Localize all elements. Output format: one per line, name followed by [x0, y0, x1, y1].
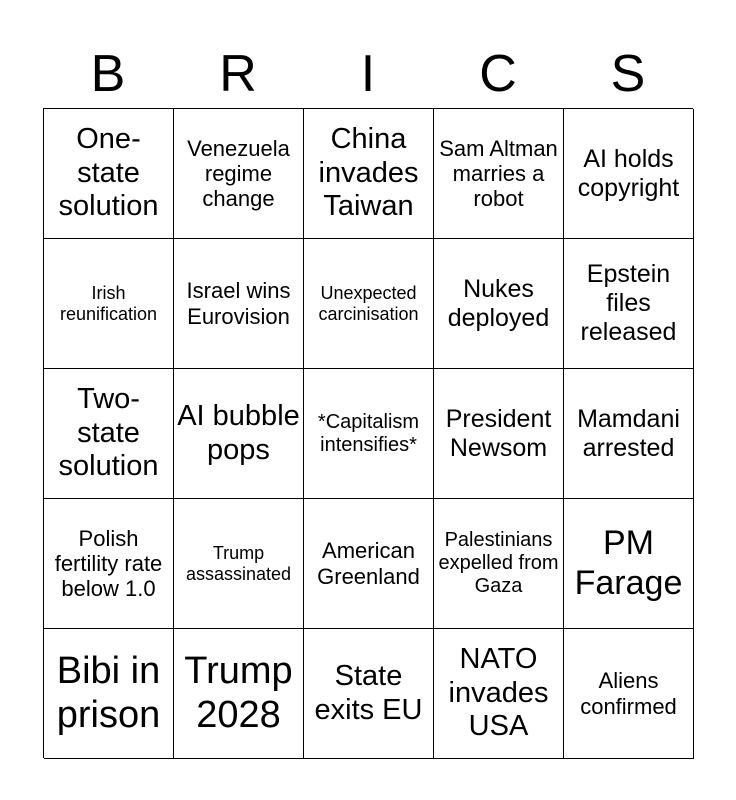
bingo-cell-text: Epstein files released	[580, 260, 677, 346]
bingo-cell-text: Bibi in prison	[56, 649, 161, 736]
bingo-cell-r4c5[interactable]	[564, 499, 694, 629]
bingo-cell-r2c3[interactable]	[304, 239, 434, 369]
bingo-cell-text: AI holds copyright	[577, 144, 680, 202]
bingo-cell-r1c3[interactable]	[304, 109, 434, 239]
bingo-cell-text: Two-state solution	[58, 383, 159, 483]
bingo-cell-text: China invades Taiwan	[318, 123, 419, 223]
bingo-cell-text: *Capitalism intensifies*	[317, 410, 420, 456]
bingo-cell-r3c1[interactable]	[44, 369, 174, 499]
bingo-cell-text: Israel wins Eurovision	[186, 278, 291, 329]
bingo-cell-r5c5[interactable]	[564, 629, 694, 759]
bingo-cell-text: Polish fertility rate below 1.0	[54, 525, 163, 602]
bingo-cell-r4c1[interactable]	[44, 499, 174, 629]
bingo-cell-text: State exits EU	[314, 660, 423, 726]
header-letter-b: B	[90, 45, 126, 103]
header-letter-s: S	[610, 45, 646, 103]
bingo-cell-r2c1[interactable]	[44, 239, 174, 369]
bingo-cell-text: Sam Altman marries a robot	[439, 135, 558, 212]
bingo-cell-text: Trump assassinated	[185, 542, 292, 584]
bingo-cell-text: Unexpected carcinisation	[318, 282, 419, 324]
bingo-cell-r2c2[interactable]	[174, 239, 304, 369]
bingo-cell-r2c4[interactable]	[434, 239, 564, 369]
bingo-cell-r1c4[interactable]	[434, 109, 564, 239]
bingo-cell-r4c3[interactable]	[304, 499, 434, 629]
bingo-cell-text: Trump 2028	[184, 649, 293, 736]
header-letter-c: C	[479, 45, 517, 103]
bingo-grid	[43, 108, 693, 758]
bingo-cell-text: Nukes deployed	[447, 274, 550, 332]
bingo-cell-r1c5[interactable]	[564, 109, 694, 239]
bingo-cell-r3c4[interactable]	[434, 369, 564, 499]
bingo-cell-r3c3[interactable]	[304, 369, 434, 499]
bingo-cell-r5c2[interactable]	[174, 629, 304, 759]
bingo-cell-r5c3[interactable]	[304, 629, 434, 759]
bingo-cell-text: American Greenland	[317, 538, 420, 589]
bingo-cell-text: Palestinians expelled from Gaza	[438, 529, 559, 597]
bingo-cell-text: AI bubble pops	[177, 400, 300, 466]
bingo-cell-r5c1[interactable]	[44, 629, 174, 759]
bingo-cell-text: President Newsom	[445, 404, 552, 462]
bingo-cell-r4c4[interactable]	[434, 499, 564, 629]
bingo-cell-text: Mamdani arrested	[577, 404, 680, 462]
bingo-header	[43, 40, 693, 108]
bingo-cell-r3c2[interactable]	[174, 369, 304, 499]
bingo-cell-r1c2[interactable]	[174, 109, 304, 239]
bingo-cell-text: Irish reunification	[59, 282, 158, 324]
bingo-cell-text: Aliens confirmed	[580, 668, 677, 719]
bingo-cell-text: One-state solution	[58, 123, 159, 223]
bingo-cell-text: Venezuela regime change	[187, 135, 290, 212]
bingo-cell-r4c2[interactable]	[174, 499, 304, 629]
bingo-cell-r1c1[interactable]	[44, 109, 174, 239]
bingo-cell-r5c4[interactable]	[434, 629, 564, 759]
bingo-cell-r2c5[interactable]	[564, 239, 694, 369]
bingo-cell-text: NATO invades USA	[448, 643, 549, 743]
bingo-cell-text: PM Farage	[574, 524, 683, 602]
bingo-cell-r3c5[interactable]	[564, 369, 694, 499]
header-letter-i: I	[360, 45, 376, 103]
header-letter-r: R	[219, 45, 257, 103]
